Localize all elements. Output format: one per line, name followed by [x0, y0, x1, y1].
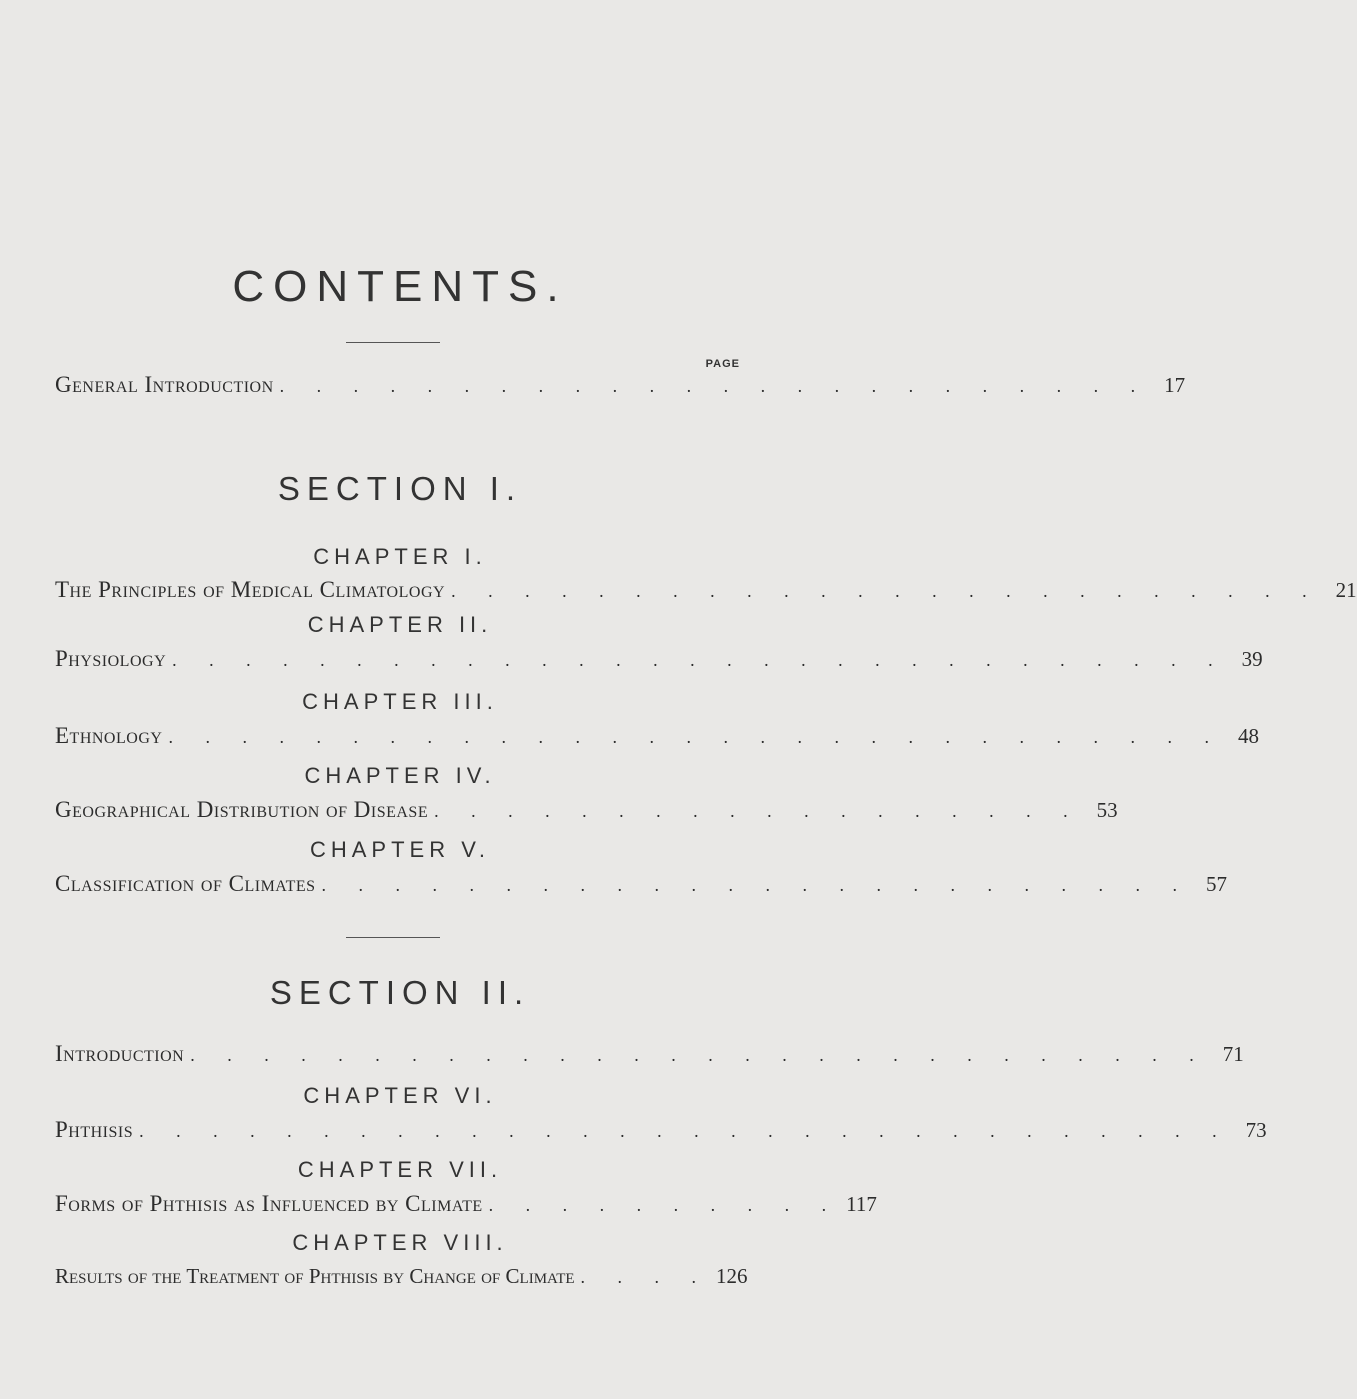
- entry-page: 21: [1335, 578, 1357, 602]
- chapter-heading-8: CHAPTER VIII.: [292, 1230, 508, 1255]
- chapter-heading-6: CHAPTER VI.: [303, 1083, 497, 1108]
- entry-page: 71: [1222, 1042, 1244, 1066]
- leader-dots: . . . . . . . . . . . . . . . . . . . . . . . . . . . . .: [172, 650, 1227, 670]
- entry-title: Results of the Treatment of Phthisis by Change of Climate: [55, 1264, 575, 1288]
- toc-entry-general-introduction[interactable]: [55, 372, 1186, 402]
- toc-entry-chapter-1[interactable]: [55, 577, 1357, 607]
- chapter-heading-4: CHAPTER IV.: [304, 763, 496, 788]
- toc-entry-chapter-7[interactable]: [55, 1191, 877, 1221]
- leader-dots: . . . . . . . . . . . . . . . . . .: [434, 801, 1082, 821]
- toc-entry-chapter-8[interactable]: [55, 1264, 748, 1294]
- leader-dots: . . . . . . . . . . . . . . . . . . . . . . . . . . . . .: [168, 727, 1223, 747]
- entry-title: General Introduction: [55, 372, 274, 397]
- leader-dots: . . . . . . . . . . . . . . . . . . . . . . . .: [279, 376, 1150, 396]
- leader-dots: . . . . . . . . . . . . . . . . . . . . . . . .: [321, 875, 1192, 895]
- entry-title: Geographical Distribution of Disease: [55, 797, 429, 822]
- entry-title: Introduction: [55, 1041, 185, 1066]
- entry-page: 17: [1164, 373, 1186, 397]
- entry-title: Phthisis: [55, 1117, 134, 1142]
- chapter-heading-2: CHAPTER II.: [307, 612, 493, 637]
- toc-entry-chapter-5[interactable]: [55, 871, 1228, 901]
- toc-entry-chapter-2[interactable]: [55, 646, 1263, 676]
- entry-page: 53: [1096, 798, 1118, 822]
- entry-page: 126: [716, 1264, 748, 1288]
- leader-dots: . . . .: [580, 1267, 711, 1287]
- section-heading-1: SECTION I.: [277, 470, 523, 507]
- toc-entry-chapter-3[interactable]: [55, 723, 1259, 753]
- toc-entry-chapter-6[interactable]: [55, 1117, 1267, 1147]
- leader-dots: . . . . . . . . . . . . . . . . . . . . . . . . . . . . . .: [139, 1121, 1231, 1141]
- page-title: CONTENTS.: [232, 262, 568, 311]
- chapter-heading-1: CHAPTER I.: [313, 544, 487, 569]
- chapter-heading-7: CHAPTER VII.: [297, 1157, 503, 1182]
- entry-page: 39: [1241, 647, 1263, 671]
- leader-dots: . . . . . . . . . . . . . . . . . . . . . . . .: [451, 581, 1321, 601]
- entry-title: Physiology: [55, 646, 167, 671]
- entry-page: 57: [1206, 872, 1228, 896]
- page-column-label: PAGE: [705, 358, 740, 370]
- entry-page: 48: [1237, 724, 1259, 748]
- title-rule: [346, 342, 440, 343]
- entry-page: 73: [1245, 1118, 1267, 1142]
- leader-dots: . . . . . . . . . . . . . . . . . . . . . . . . . . . .: [190, 1045, 1208, 1065]
- section-heading-2: SECTION II.: [269, 974, 531, 1011]
- entry-page: 117: [846, 1192, 877, 1216]
- chapter-heading-5: CHAPTER V.: [309, 837, 490, 862]
- entry-title: Ethnology: [55, 723, 163, 748]
- section-rule: [346, 937, 440, 938]
- entry-title: Classification of Climates: [55, 871, 316, 896]
- entry-title: The Principles of Medical Climatology: [55, 577, 446, 602]
- leader-dots: . . . . . . . . . .: [488, 1195, 841, 1215]
- entry-title: Forms of Phthisis as Influenced by Climate: [55, 1191, 483, 1216]
- toc-entry-chapter-4[interactable]: [55, 797, 1118, 827]
- toc-entry-introduction[interactable]: [55, 1041, 1244, 1071]
- chapter-heading-3: CHAPTER III.: [302, 689, 498, 714]
